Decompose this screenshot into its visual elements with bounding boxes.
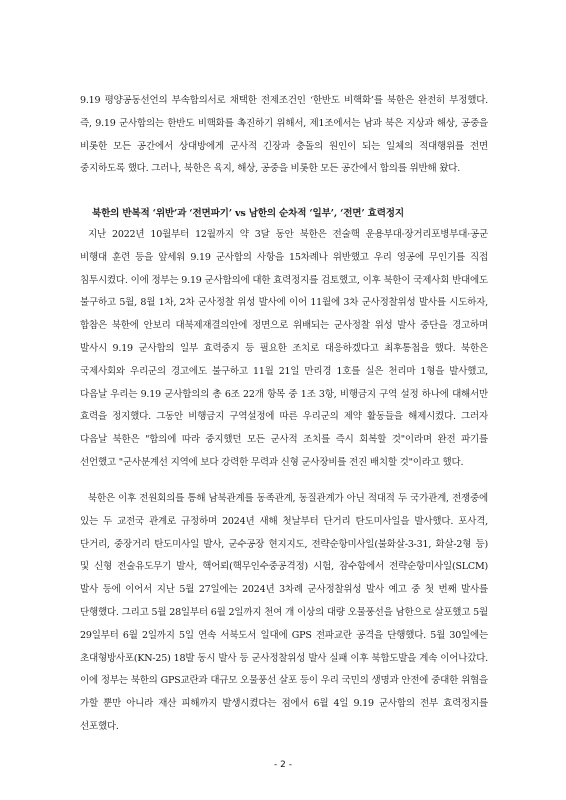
body-paragraph-2: 지난 2022년 10월부터 12월까지 약 3달 동안 북한은 전술핵 운용부대·장거리포병부대·공군 비행대 훈련 등을 앞세워 9.19 군사합의 사항을 15차례나 위반했고 우리 영공에 무인기를 직접 침투시켰다. 이에 정부는 9.19 군사합의에 대한 효력정지를 검토했고, 이후 북한이 국제사회 반대에도 불구하고 5월, 8월 1차, 2차 군사정찰 위성 발사에 이어 11월에 3차 군사정찰위성 발사를 시도하자, 합참은 북한에 안보리 대북제재결의안에 정면으로 위배되는 군사정찰 위성 발사 중단을 경고하며 발사시 9.19 군사합의 일부 효력중지 등 필요한 조치로 대응하겠다고 최후통첩을 했다. 북한은 국제사회와 우리군의 경고에도 불구하고 11월 21일 만리경 1호를 실은 천리마 1형을 발사했고, 다음날 우리는 9.19 군사합의의 총 6조 22개 항목 중 1조 3항, 비행금지 구역 설정 하나에 대해서만 효력을 정지했다. 그동안 비행금지 구역설정에 따른 우리군의 제약 활동들을 해제시켰다. 그러자 다음날 북한은 "합의에 따라 중지했던 모든 군사적 조치를 즉시 회복할 것"이라며 완전 파기를 선언했고 "군사분계선 지역에 보다 강력한 무력과 신형 군사장비를 전진 배치할 것"이라고 했다. <box>80 229 488 468</box>
body-paragraph-3: 북한은 이후 전원회의를 통해 남북관계를 동족관계, 동질관계가 아닌 적대적 두 국가관계, 전쟁중에 있는 두 교전국 관계로 규정하며 2024년 새해 첫날부터 단거리 탄도미사일을 발사했다. 포사격, 단거리, 중장거리 탄도미사일 발사, 군수공장 현지지도, 전략순항미사일(불화살-3-31, 화살-2형 등) 및 신형 전술유도무기 발사, 핵어뢰(핵무인수중공격정) 시험, 잠수함에서 전략순항미사일(SLCM) 발사 등에 이어서 지난 5월 27일에는 2024년 3차례 군사정찰위성 발사 예고 중 첫 번째 발사를 단행했다. 그리고 5월 28일부터 6월 2일까지 천여 개 이상의 대량 오물풍선을 남한으로 살포했고 5월 29일부터 6월 2일까지 5일 연속 서북도서 일대에 GPS 전파교란 공격을 단행했다. 5월 30일에는 초대형방사포(KN-25) 18발 동시 발사 등 군사정찰위성 발사 실패 이후 북합도발을 계속 이어나갔다. 이에 정부는 북한의 GPS교란과 대규모 오물풍선 살포 등이 우리 국민의 생명과 안전에 중대한 위협을 가할 뿐만 아니라 재산 피해까지 발생시켰다는 점에서 6월 4일 9.19 군사합의 전부 효력정지를 선포했다. <box>80 493 488 732</box>
body-paragraph-1: 9.19 평양공동선언의 부속합의서로 채택한 전제조건인 ‘한반도 비핵화’를 북한은 완전히 부정했다. 즉, 9.19 군사합의는 한반도 비핵화를 촉진하기 위해서, 제1조에서는 남과 북은 지상과 해상, 공중을 비롯한 모든 공간에서 상대방에게 군사적 긴장과 충돌의 원인이 되는 일체의 적대행위를 전면 중지하도록 했다. 그러나, 북한은 육지, 해상, 공중을 비롯한 모든 공간에서 합의를 위반해 왔다. <box>80 95 488 175</box>
section-heading: 북한의 반복적 ‘위반’과 ‘전면파기’ vs 남한의 순차적 ‘일부’, ‘전면’ 효력정지 <box>92 208 404 219</box>
page-number: - 2 - <box>274 760 292 770</box>
